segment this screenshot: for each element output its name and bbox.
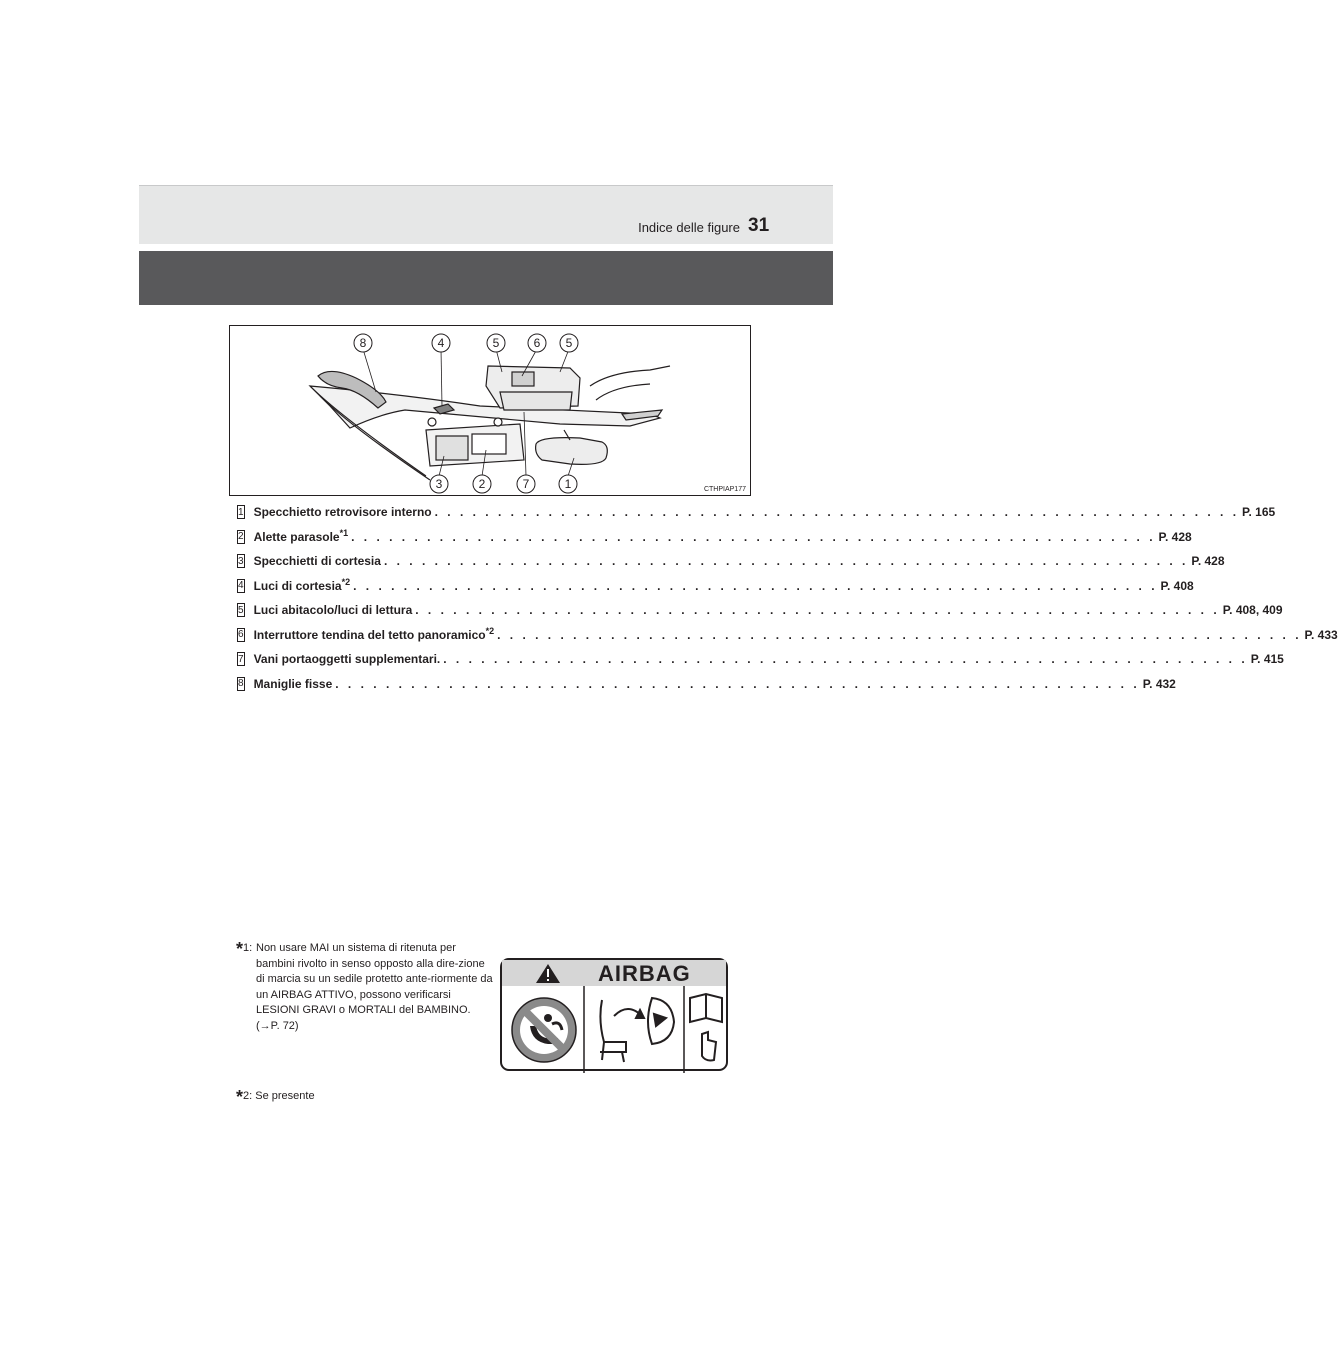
warning-triangle-icon — [536, 964, 560, 983]
footnote-1-text: Non usare MAI un sistema di ritenuta per bambini rivolto in senso opposto alla dire-zione di marcia su un sedile protetto ante-riormente da un AIRBAG ATTIVO, possono verificarsi LESIONI GRAVI o MORTALI del BAMBINO. (→P. 72) — [256, 942, 493, 1032]
component-list — [237, 500, 1338, 696]
list-item — [237, 574, 1194, 599]
item-label: Specchietti di cortesia — [253, 554, 381, 569]
airbag-deploy-icon — [600, 998, 674, 1062]
callout-1: 1 — [564, 477, 572, 491]
list-item — [237, 647, 1284, 672]
page-reference[interactable]: P. 428 — [1191, 554, 1225, 569]
callout-3: 3 — [435, 477, 443, 491]
list-item — [237, 672, 1176, 697]
item-number: 2 — [238, 531, 244, 543]
figure-code: CTHPIAP177 — [703, 486, 746, 493]
page-reference[interactable]: P. 432 — [1142, 676, 1176, 691]
airbag-word: AIRBAG — [598, 961, 691, 986]
item-number: 7 — [238, 653, 244, 665]
interior-illustration — [229, 325, 751, 496]
callout-5a: 5 — [492, 336, 500, 350]
page-reference[interactable]: P. 415 — [1250, 652, 1284, 667]
chapter-band — [139, 251, 833, 305]
footnote-1-mark: *1: — [236, 939, 253, 959]
page-reference[interactable]: P. 428 — [1158, 529, 1192, 544]
callout-5b: 5 — [565, 336, 573, 350]
roof-interior-drawing — [230, 326, 752, 497]
leader-dots: . . . . . . . . . . . . . . . . . . . . . . . . . . . . . . . . . . . . . . . . . . . . . . . . . . . . . . . . . . . . . . . . — [434, 505, 1240, 520]
callout-4: 4 — [437, 336, 445, 350]
footnote-2-text: Se presente — [255, 1090, 315, 1102]
item-number: 8 — [238, 678, 244, 690]
footnote-2: *2: Se presente — [236, 1087, 315, 1107]
read-manual-icon — [690, 994, 722, 1061]
leader-dots: . . . . . . . . . . . . . . . . . . . . . . . . . . . . . . . . . . . . . . . . . . . . . . . . . . . . . . . . . . . . . . . . — [353, 578, 1158, 593]
callout-6: 6 — [533, 336, 541, 350]
section-title: Indice delle figure — [638, 220, 740, 235]
list-item — [237, 549, 1225, 574]
list-item — [237, 500, 1276, 525]
leader-dots: . . . . . . . . . . . . . . . . . . . . . . . . . . . . . . . . . . . . . . . . . . . . . . . . . . . . . . . . . . . . . . . . — [383, 554, 1189, 569]
item-label: Vani portaoggetti supplementari. — [253, 652, 441, 667]
item-number: 1 — [238, 506, 244, 518]
item-number: 5 — [238, 604, 244, 616]
item-number: 6 — [238, 629, 244, 641]
item-label: Interruttore tendina del tetto panoramico$^{*2}$ — [253, 625, 495, 642]
page-reference[interactable]: P. 408, 409 — [1222, 603, 1283, 618]
leader-dots: . . . . . . . . . . . . . . . . . . . . . . . . . . . . . . . . . . . . . . . . . . . . . . . . . . . . . . . . . . . . . . . . — [335, 676, 1140, 691]
callout-7: 7 — [522, 477, 530, 491]
item-label: Maniglie fisse — [253, 676, 333, 691]
callout-2: 2 — [478, 477, 486, 491]
header-band — [139, 186, 833, 244]
page-number: 31 — [748, 215, 770, 236]
item-number: 4 — [238, 580, 244, 592]
item-label: Alette parasole$^{*1}$ — [253, 527, 349, 544]
no-rear-facing-child-seat-icon — [512, 998, 576, 1062]
leader-dots: . . . . . . . . . . . . . . . . . . . . . . . . . . . . . . . . . . . . . . . . . . . . . . . . . . . . . . . . . . . . . . . . — [497, 627, 1302, 642]
item-label: Specchietto retrovisore interno — [253, 505, 432, 520]
list-item — [237, 623, 1338, 648]
item-label: Luci di cortesia$^{*2}$ — [253, 576, 351, 593]
footnote-1 — [236, 941, 494, 1034]
leader-dots: . . . . . . . . . . . . . . . . . . . . . . . . . . . . . . . . . . . . . . . . . . . . . . . . . . . . . . . . . . . . . . . . — [415, 603, 1220, 618]
item-label: Luci abitacolo/luci di lettura — [253, 603, 413, 618]
page-reference[interactable]: P. 408 — [1160, 578, 1194, 593]
leader-dots: . . . . . . . . . . . . . . . . . . . . . . . . . . . . . . . . . . . . . . . . . . . . . . . . . . . . . . . . . . . . . . . . — [351, 529, 1156, 544]
page-reference[interactable]: P. 165 — [1242, 505, 1276, 520]
item-number: 3 — [238, 555, 244, 567]
leader-dots: . . . . . . . . . . . . . . . . . . . . . . . . . . . . . . . . . . . . . . . . . . . . . . . . . . . . . . . . . . . . . . . . — [443, 652, 1248, 667]
airbag-warning-label — [500, 958, 728, 1071]
list-item — [237, 598, 1283, 623]
list-item — [237, 525, 1192, 550]
page-reference[interactable]: P. 433 — [1304, 627, 1338, 642]
callout-8: 8 — [359, 336, 367, 350]
